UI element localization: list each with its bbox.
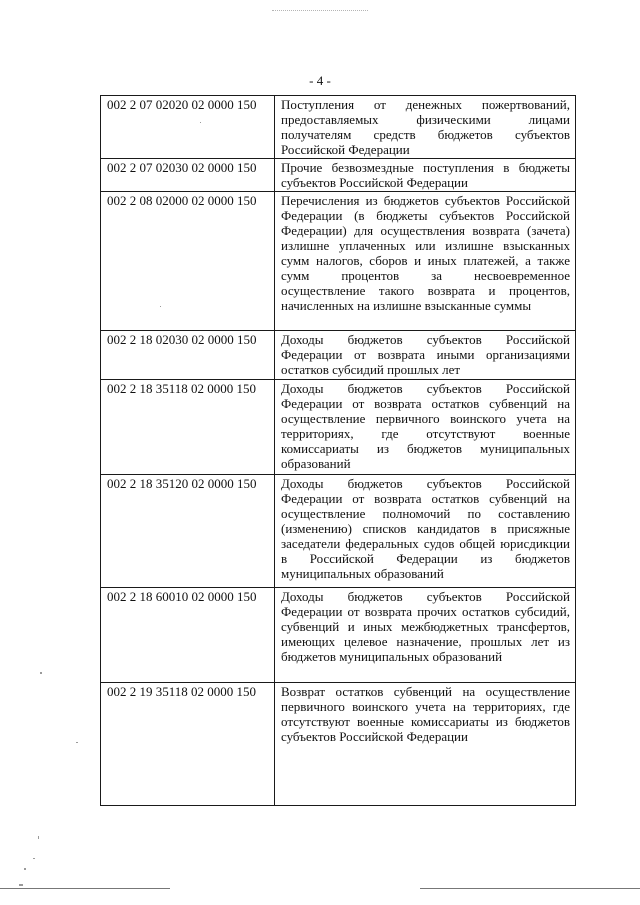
scan-bottom-line	[0, 888, 170, 889]
code-description: Поступления от денежных пожертвований, предоставляемых физическими лицами получателям средств бюджетов субъектов Российской Федерации	[275, 96, 576, 159]
page-number: - 4 -	[309, 73, 331, 88]
code-description: Возврат остатков субвенций на осуществление первичного воинского учета на территориях, где отсутствуют военные комиссариаты из бюджетов субъектов Российской Федерации	[275, 683, 576, 806]
budget-code: 002 2 18 35120 02 0000 150	[101, 475, 275, 588]
scan-speck	[40, 672, 42, 674]
scan-speck	[200, 122, 201, 123]
code-description: Доходы бюджетов субъектов Российской Федерации от возврата иными организациями остатков субсидий прошлых лет	[275, 331, 576, 380]
scan-speck	[33, 858, 35, 859]
scan-header-artifact	[272, 10, 368, 12]
table-row	[101, 475, 576, 588]
budget-code: 002 2 18 02030 02 0000 150	[101, 331, 275, 380]
code-description: Перечисления из бюджетов субъектов Российской Федерации (в бюджеты субъектов Российской Федерации) для осуществления возврата (зачета) излишне уплаченных или излишне взысканных сумм налогов, сборов и иных платежей, а также сумм процентов за несвоевременное осуществление такого возврата и процентов, начисленных на излишне взысканные суммы	[275, 192, 576, 331]
budget-codes-table	[100, 95, 576, 806]
budget-code: 002 2 19 35118 02 0000 150	[101, 683, 275, 806]
table-row	[101, 331, 576, 380]
scan-bottom-line	[420, 888, 640, 889]
budget-code: 002 2 08 02000 02 0000 150	[101, 192, 275, 331]
code-description: Прочие безвозмездные поступления в бюджеты субъектов Российской Федерации	[275, 159, 576, 192]
scan-speck	[19, 884, 23, 886]
table-row	[101, 380, 576, 475]
scan-speck	[24, 868, 26, 870]
table-row	[101, 588, 576, 683]
scan-speck	[76, 742, 78, 743]
scan-speck	[160, 306, 161, 307]
budget-code: 002 2 07 02030 02 0000 150	[101, 159, 275, 192]
table-row	[101, 683, 576, 806]
code-description: Доходы бюджетов субъектов Российской Федерации от возврата остатков субвенций на осуществление полномочий по составлению (изменению) списков кандидатов в присяжные заседатели федеральных судов общей юрисдикции в Российской Федерации из бюджетов муниципальных образований	[275, 475, 576, 588]
budget-code: 002 2 18 35118 02 0000 150	[101, 380, 275, 475]
budget-code: 002 2 07 02020 02 0000 150	[101, 96, 275, 159]
table-row	[101, 96, 576, 159]
scan-speck	[38, 836, 39, 839]
code-description: Доходы бюджетов субъектов Российской Федерации от возврата остатков субвенций на осуществление первичного воинского учета на территориях, где отсутствуют военные комиссариаты из бюджетов муниципальных образований	[275, 380, 576, 475]
budget-code: 002 2 18 60010 02 0000 150	[101, 588, 275, 683]
table-row	[101, 159, 576, 192]
code-description: Доходы бюджетов субъектов Российской Федерации от возврата прочих остатков субсидий, субвенций и иных межбюджетных трансфертов, имеющих целевое назначение, прошлых лет из бюджетов муниципальных образований	[275, 588, 576, 683]
table-row	[101, 192, 576, 331]
